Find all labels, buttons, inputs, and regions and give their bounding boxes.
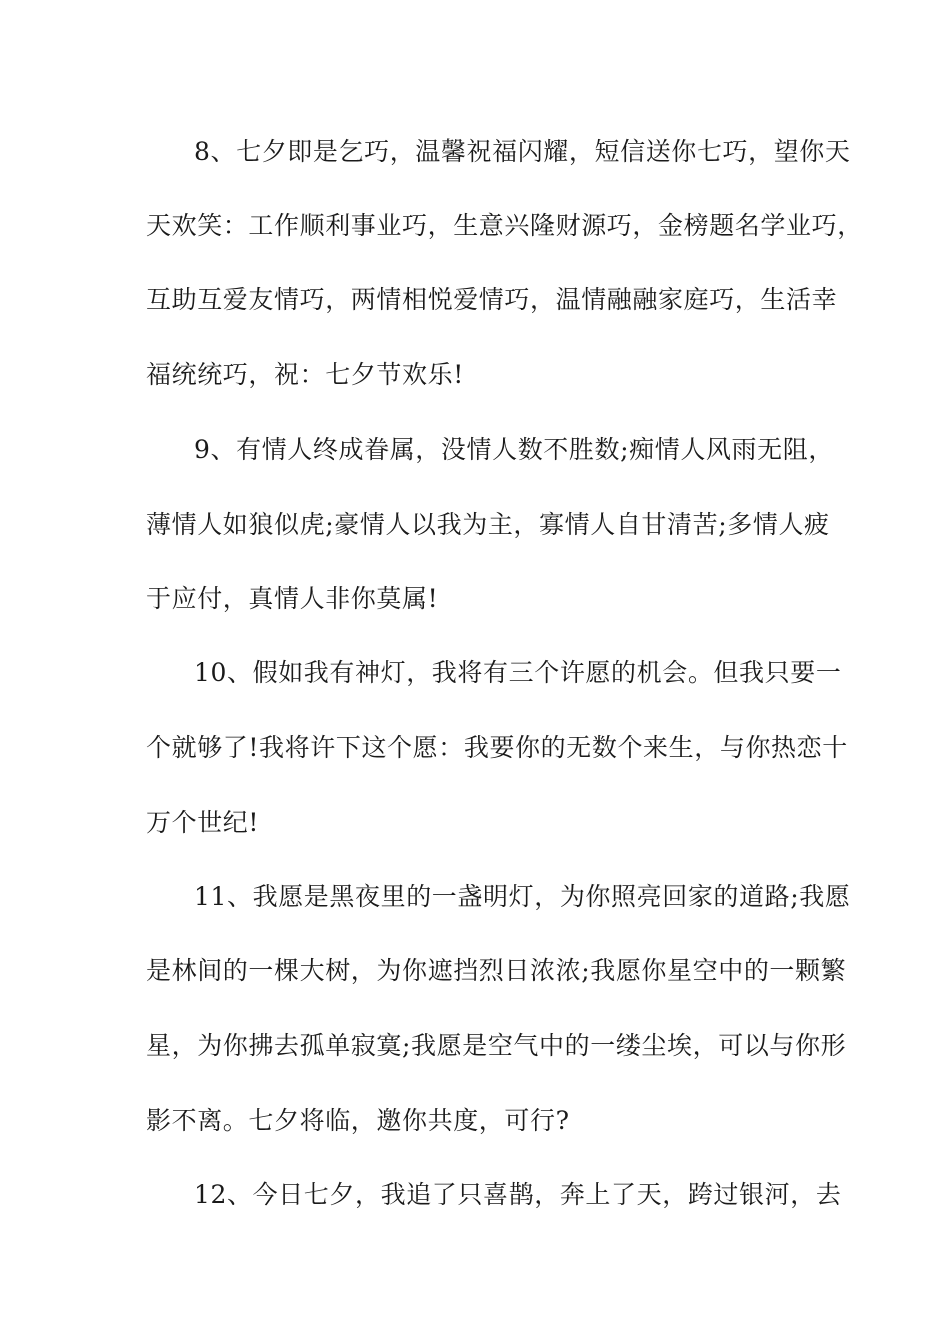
- text-line: 10、假如我有神灯，我将有三个许愿的机会。但我只要一: [194, 658, 842, 687]
- text-line: 福统统巧，祝：七夕节欢乐!: [146, 360, 464, 389]
- text-line: 8、七夕即是乞巧，温馨祝福闪耀，短信送你七巧，望你天: [194, 137, 851, 166]
- text-line: 万个世纪!: [146, 808, 260, 837]
- text-line: 天欢笑：工作顺利事业巧，生意兴隆财源巧，金榜题名学业巧，: [146, 211, 863, 240]
- text-line: 12、今日七夕，我追了只喜鹊，奔上了天，跨过银河，去: [194, 1180, 842, 1209]
- text-line: 9、有情人终成眷属，没情人数不胜数;痴情人风雨无阻，: [194, 435, 834, 464]
- text-line: 11、我愿是黑夜里的一盏明灯，为你照亮回家的道路;我愿: [194, 882, 851, 911]
- text-line: 个就够了!我将许下这个愿：我要你的无数个来生，与你热恋十: [146, 733, 848, 762]
- text-line: 薄情人如狼似虎;豪情人以我为主，寡情人自甘清苦;多情人疲: [146, 510, 830, 539]
- text-line: 影不离。七夕将临，邀你共度，可行?: [146, 1106, 570, 1135]
- text-line: 星，为你拂去孤单寂寞;我愿是空气中的一缕尘埃，可以与你形: [146, 1031, 847, 1060]
- text-line: 于应付，真情人非你莫属!: [146, 584, 439, 613]
- text-line: 互助互爱友情巧，两情相悦爱情巧，温情融融家庭巧，生活幸: [146, 285, 838, 314]
- text-line: 是林间的一棵大树，为你遮挡烈日浓浓;我愿你星空中的一颗繁: [146, 956, 847, 985]
